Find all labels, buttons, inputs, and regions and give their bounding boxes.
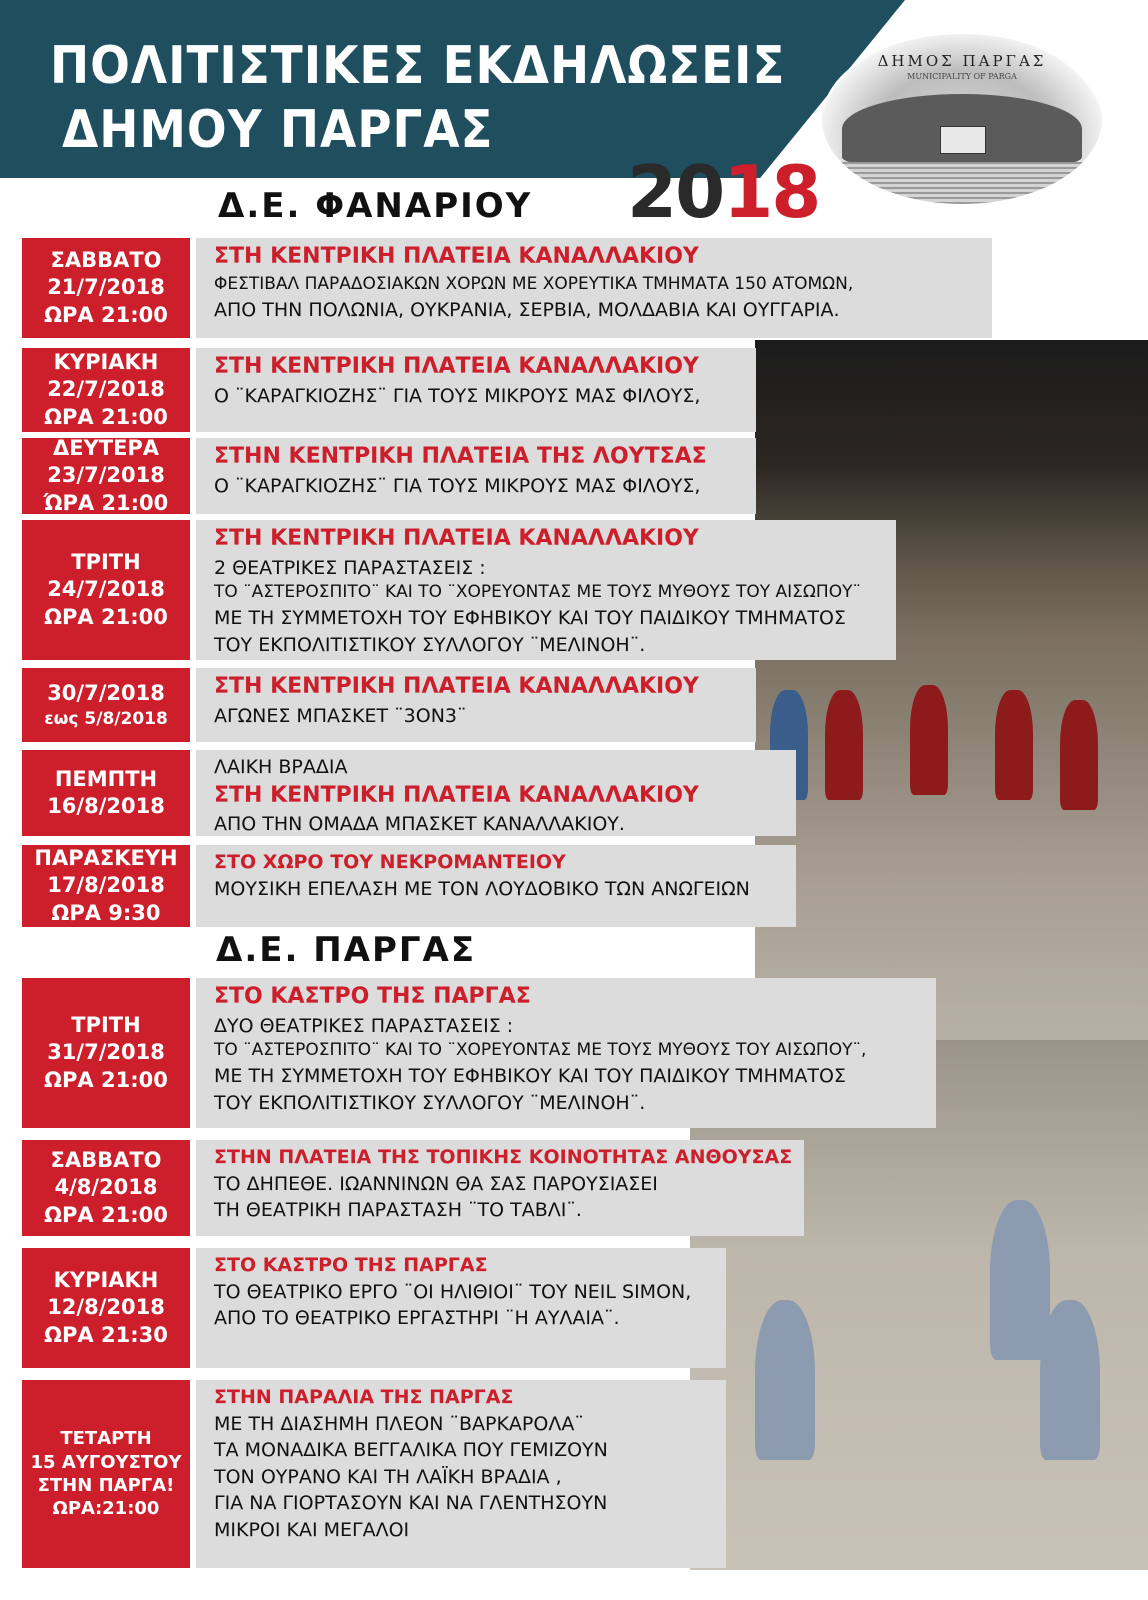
event-date-line: ΠΑΡΑΣΚΕΥΗ [34,846,178,871]
event-date-line: 23/7/2018 [47,463,165,488]
event-date-line: ΔΕΥΤΕΡΑ [52,436,160,461]
event-date-line: ΠΕΜΠΤΗ [54,766,158,791]
event-date-line: 16/8/2018 [47,794,165,818]
year-label: 2018 [627,150,820,234]
event-date-box [22,1248,190,1368]
event-location: ΣΤΗΝ ΚΕΝΤΡΙΚΗ ΠΛΑΤΕΙΑ ΤΗΣ ΛΟΥΤΣΑΣ [214,444,707,469]
event-location: ΣΤΗΝ ΠΑΡΑΛΙΑ ΤΗΣ ΠΑΡΓΑΣ [214,1386,514,1408]
event-description-line: ΜΕ ΤΗ ΔΙΑΣΗΜΗ ΠΛΕΟΝ ¨ΒΑΡΚΑΡΟΛΑ¨ [214,1412,584,1435]
event-date-line: ΩΡΑ 21:00 [44,302,168,327]
dancer-figure [825,690,863,800]
event-date-box [22,750,190,836]
event-date-line: ΣΤΗΝ ΠΑΡΓΑ! [37,1475,175,1496]
event-description-line: ΜΕ ΤΗ ΣΥΜΜΕΤΟΧΗ ΤΟΥ ΕΦΗΒΙΚΟΥ ΚΑΙ ΤΟΥ ΠΑΙΔΙΚΟΥ ΤΜΗΜΑΤΟΣ [214,1065,846,1088]
event-date-box [22,238,190,338]
event-location: ΣΤΟ ΚΑΣΤΡΟ ΤΗΣ ΠΑΡΓΑΣ [214,1254,488,1276]
municipality-logo [822,34,1102,204]
event-date-line: 21/7/2018 [47,275,165,300]
event-date-line: ΣΑΒΒΑΤΟ [50,248,162,273]
event-location: ΣΤΗ ΚΕΝΤΡΙΚΗ ΠΛΑΤΕΙΑ ΚΑΝΑΛΛΑΚΙΟΥ [214,244,699,269]
event-details [196,1380,726,1568]
event-description-line: ΑΠΟ ΤΗΝ ΟΜΑΔΑ ΜΠΑΣΚΕΤ ΚΑΝΑΛΛΑΚΙΟΥ. [214,813,625,836]
event-description-line: ΦΕΣΤΙΒΑΛ ΠΑΡΑΔΟΣΙΑΚΩΝ ΧΟΡΩΝ ΜΕ ΧΟΡΕΥΤΙΚΑ ΤΜΗΜΑΤΑ 150 ΑΤΟΜΩΝ, [214,273,854,294]
event-date-line: ΚΥΡΙΑΚΗ [53,1268,159,1293]
event-details [196,668,756,742]
event-location: ΣΤΗ ΚΕΝΤΡΙΚΗ ΠΛΑΤΕΙΑ ΚΑΝΑΛΛΑΚΙΟΥ [214,526,699,551]
event-details [196,1248,726,1368]
event-date-box [22,845,190,927]
event-date-line: ΩΡΑ 21:00 [44,1202,168,1227]
event-details [196,238,992,338]
page-title-line1: ΠΟΛΙΤΙΣΤΙΚΕΣ ΕΚΔΗΛΩΣΕΙΣ [50,36,786,96]
event-description-line: ΜΙΚΡΟΙ ΚΑΙ ΜΕΓΑΛΟΙ [214,1518,410,1541]
event-date-line: ΩΡΑ 9:30 [51,900,161,925]
event-date-box [22,438,190,514]
logo-house [940,126,986,154]
event-date-line: ΩΡΑ 21:00 [44,1067,168,1092]
event-date-line: 15 ΑΥΓΟΥΣΤΟΥ [30,1451,182,1473]
event-date-line: ΩΡΑ:21:00 [52,1498,160,1520]
event-date-line: 30/7/2018 [47,681,165,706]
event-date-line: 22/7/2018 [47,377,165,402]
event-date-line: 4/8/2018 [54,1175,158,1200]
event-details [196,978,936,1128]
event-date-line: ΩΡΑ 21:00 [44,404,168,429]
event-description-line: ΤΟ ¨ΑΣΤΕΡΟΣΠΙΤΟ¨ ΚΑΙ ΤΟ ¨ΧΟΡΕΥΟΝΤΑΣ ΜΕ ΤΟΥΣ ΜΥΘΟΥΣ ΤΟΥ ΑΙΣΩΠΟΥ¨, [214,1040,867,1061]
event-details [196,520,896,660]
event-description-line: ΤΟ ΔΗΠΕΘΕ. ΙΩΑΝΝΙΝΩΝ ΘΑ ΣΑΣ ΠΑΡΟΥΣΙΑΣΕΙ [214,1172,658,1195]
event-description-line: ΑΓΩΝΕΣ ΜΠΑΣΚΕΤ ¨3ON3¨ [214,704,467,727]
section-title-fanari: Δ.Ε. ΦΑΝΑΡΙΟΥ [218,186,533,226]
event-date-line: ΏΡΑ 21:00 [43,490,169,515]
event-date-line: ΤΡΙΤΗ [71,1013,141,1038]
logo-subtext: MUNICIPALITY OF PARGA [907,72,1017,81]
logo-water [822,162,1102,204]
event-date-line: ΤΡΙΤΗ [71,550,141,575]
event-location: ΣΤΗΝ ΠΛΑΤΕΙΑ ΤΗΣ ΤΟΠΙΚΗΣ ΚΟΙΝΟΤΗΤΑΣ ΑΝΘΟΥΣΑΣ [214,1146,793,1168]
event-description-line: Ο ¨ΚΑΡΑΓΚΙΟΖΗΣ¨ ΓΙΑ ΤΟΥΣ ΜΙΚΡΟΥΣ ΜΑΣ ΦΙΛΟΥΣ, [214,384,701,407]
event-date-box [22,668,190,742]
event-description-line: ΑΠΟ ΤΗΝ ΠΟΛΩΝΙΑ, ΟΥΚΡΑΝΙΑ, ΣΕΡΒΙΑ, ΜΟΛΔΑΒΙΑ ΚΑΙ ΟΥΓΓΑΡΙΑ. [214,298,840,321]
event-details [196,348,756,432]
event-details [196,1140,804,1236]
event-location: ΣΤΟ ΧΩΡΟ ΤΟΥ ΝΕΚΡΟΜΑΝΤΕΙΟΥ [214,851,566,873]
event-date-box [22,1380,190,1568]
event-description-line: ΑΠΟ ΤΟ ΘΕΑΤΡΙΚΟ ΕΡΓΑΣΤΗΡΙ ¨Η ΑΥΛΑΙΑ¨. [214,1307,620,1330]
event-location: ΣΤΗ ΚΕΝΤΡΙΚΗ ΠΛΑΤΕΙΑ ΚΑΝΑΛΛΑΚΙΟΥ [214,674,699,699]
section-title-parga: Δ.Ε. ΠΑΡΓΑΣ [216,930,477,970]
event-description-line: ΤΑ ΜΟΝΑΔΙΚΑ ΒΕΓΓΑΛΙΚΑ ΠΟΥ ΓΕΜΙΖΟΥΝ [214,1439,608,1462]
event-date-line: ΣΑΒΒΑΤΟ [50,1148,162,1173]
dancer-figure [910,685,948,795]
event-description-line: 2 ΘΕΑΤΡΙΚΕΣ ΠΑΡΑΣΤΑΣΕΙΣ : [214,556,486,579]
event-description-line: ΔΥΟ ΘΕΑΤΡΙΚΕΣ ΠΑΡΑΣΤΑΣΕΙΣ : [214,1014,514,1037]
event-location: ΣΤΟ ΚΑΣΤΡΟ ΤΗΣ ΠΑΡΓΑΣ [214,984,531,1009]
event-description-line: ΤΟ ¨ΑΣΤΕΡΟΣΠΙΤΟ¨ ΚΑΙ ΤΟ ¨ΧΟΡΕΥΟΝΤΑΣ ΜΕ ΤΟΥΣ ΜΥΘΟΥΣ ΤΟΥ ΑΙΣΩΠΟΥ¨ [214,582,861,603]
event-description-line: Ο ¨ΚΑΡΑΓΚΙΟΖΗΣ¨ ΓΙΑ ΤΟΥΣ ΜΙΚΡΟΥΣ ΜΑΣ ΦΙΛΟΥΣ, [214,474,701,497]
event-date-line: ΩΡΑ 21:00 [44,604,168,629]
event-description-line: ΓΙΑ ΝΑ ΓΙΟΡΤΑΣΟΥΝ ΚΑΙ ΝΑ ΓΛΕΝΤΗΣΟΥΝ [214,1492,608,1515]
event-date-box [22,520,190,660]
event-description-line: ΤΗ ΘΕΑΤΡΙΚΗ ΠΑΡΑΣΤΑΣΗ ¨ΤΟ ΤΑΒΛΙ¨. [214,1199,582,1222]
event-date-line: ΤΕΤΑΡΤΗ [60,1428,152,1450]
event-date-box [22,978,190,1128]
event-date-line: 17/8/2018 [47,873,165,898]
event-details [196,750,796,836]
event-details [196,845,796,927]
event-date-line: εως 5/8/2018 [44,708,168,729]
actor-figure [755,1300,815,1460]
event-date-line: 31/7/2018 [47,1040,165,1065]
event-description-line: ΤΟ ΘΕΑΤΡΙΚΟ ΕΡΓΟ ¨ΟΙ ΗΛΙΘΙΟΙ¨ ΤΟΥ NEIL SIMON, [214,1280,692,1303]
logo-text: ΔΗΜΟΣ ΠΑΡΓΑΣ [877,52,1047,70]
event-location: ΣΤΗ ΚΕΝΤΡΙΚΗ ΠΛΑΤΕΙΑ ΚΑΝΑΛΛΑΚΙΟΥ [214,782,699,808]
event-description-line: ΤΟΥ ΕΚΠΟΛΙΤΙΣΤΙΚΟΥ ΣΥΛΛΟΓΟΥ ¨ΜΕΛΙΝΟΗ¨. [214,633,646,656]
event-description-line: ΜΕ ΤΗ ΣΥΜΜΕΤΟΧΗ ΤΟΥ ΕΦΗΒΙΚΟΥ ΚΑΙ ΤΟΥ ΠΑΙΔΙΚΟΥ ΤΜΗΜΑΤΟΣ [214,607,846,630]
event-date-line: 24/7/2018 [47,577,165,602]
event-date-box [22,348,190,432]
event-description-line: ΤΟΥ ΕΚΠΟΛΙΤΙΣΤΙΚΟΥ ΣΥΛΛΟΓΟΥ ¨ΜΕΛΙΝΟΗ¨. [214,1091,646,1114]
event-location: ΣΤΗ ΚΕΝΤΡΙΚΗ ΠΛΑΤΕΙΑ ΚΑΝΑΛΛΑΚΙΟΥ [214,354,699,379]
event-date-box [22,1140,190,1236]
dancer-figure [1060,700,1098,810]
event-title-line: ΛΑΙΚΗ ΒΡΑΔΙΑ [214,756,348,778]
event-description-line: ΜΟΥΣΙΚΗ ΕΠΕΛΑΣΗ ΜΕ ΤΟΝ ΛΟΥΔΟΒΙΚΟ ΤΩΝ ΑΝΩΓΕΙΩΝ [214,877,750,900]
actor-figure [1040,1300,1100,1460]
event-description-line: ΤΟΝ ΟΥΡΑΝΟ ΚΑΙ ΤΗ ΛΑΪΚΗ ΒΡΑΔΙΑ , [214,1465,562,1488]
event-details [196,438,756,514]
event-date-line: ΩΡΑ 21:30 [44,1322,168,1347]
dancer-figure [995,690,1033,800]
event-date-line: ΚΥΡΙΑΚΗ [53,350,159,375]
page-title-line2: ΔΗΜΟΥ ΠΑΡΓΑΣ [62,100,494,160]
event-date-line: 12/8/2018 [47,1295,165,1320]
actor-figure [990,1200,1050,1360]
